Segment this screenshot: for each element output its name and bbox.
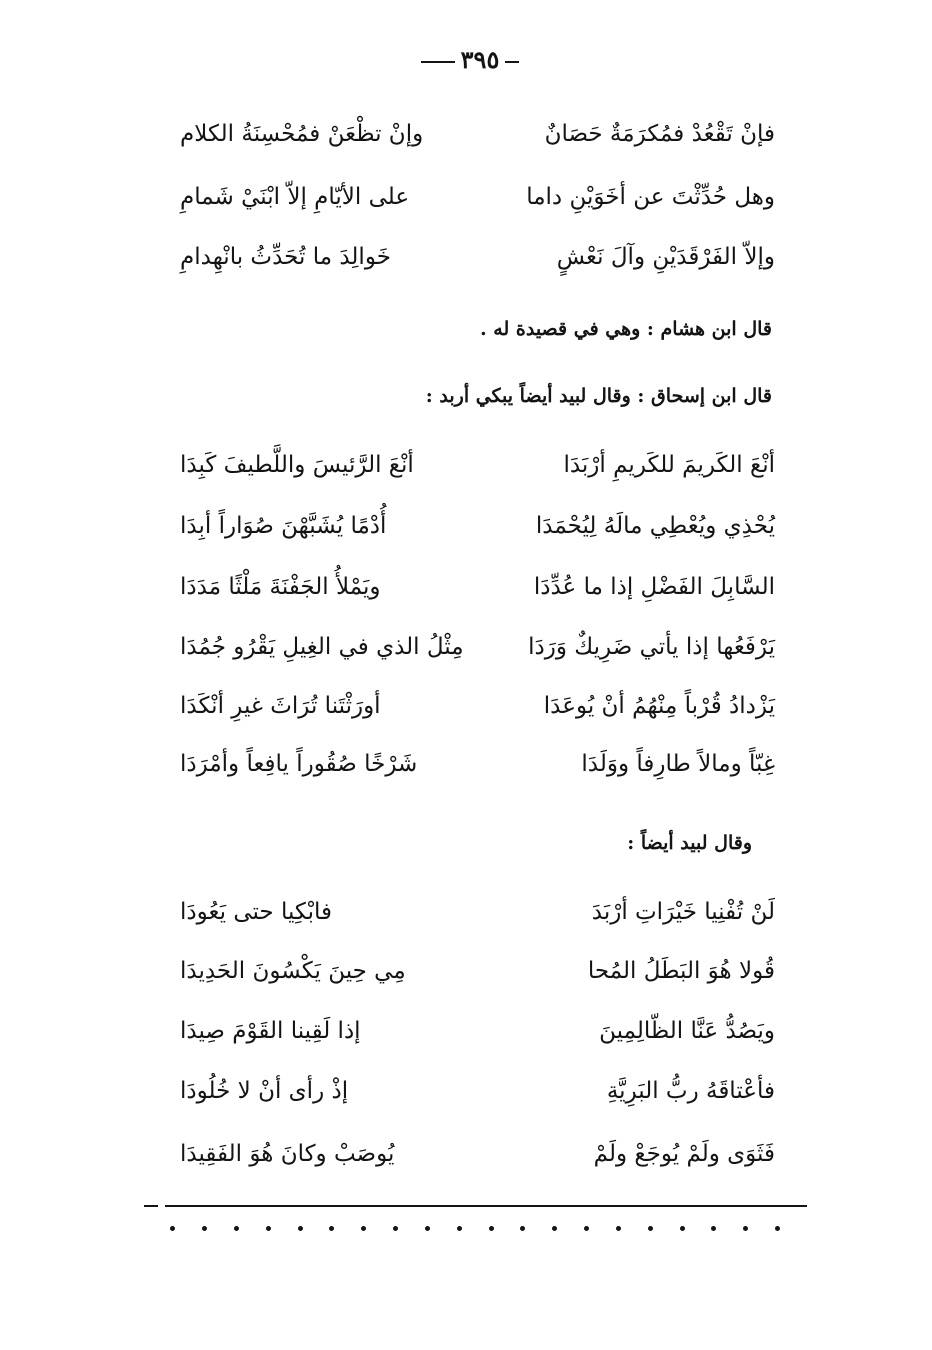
verse (180, 445, 775, 485)
footnote-dot-row (170, 1226, 780, 1231)
verse-second-hemistich: مِثْلُ الذي في الغِيلِ يَقْرُو جُمُدَا (180, 634, 464, 660)
ornament-dot (520, 1226, 525, 1231)
page-number-value: ٣٩٥ (460, 45, 500, 74)
verse-first-hemistich: وهل حُدِّثْتَ عن أخَوَيْنِ داما (526, 184, 775, 210)
verse-first-hemistich: غِبّاً ومالاً طارِفاً ووَلَدَا (581, 751, 775, 777)
verse-second-hemistich: وإنْ تظْعَنْ فمُحْسِنَةُ الكلام (180, 121, 424, 147)
verse (180, 114, 775, 154)
verse (180, 951, 775, 991)
verse-second-hemistich: يُوصَبْ وكانَ هُوَ الفَقِيدَا (180, 1141, 395, 1167)
page-number-dash-left (421, 61, 455, 63)
verse (180, 237, 775, 277)
verse-first-hemistich: يَرْفَعُها إذا يأتي ضَرِيكٌ وَرَدَا (528, 634, 775, 660)
footer-rule (165, 1205, 807, 1207)
verse (180, 567, 775, 607)
ornament-dot (361, 1226, 366, 1231)
ornament-dot (648, 1226, 653, 1231)
ornament-dot (457, 1226, 462, 1231)
ornament-dot (552, 1226, 557, 1231)
verse-second-hemistich: إذْ رأى أنْ لا خُلُودَا (180, 1078, 349, 1104)
page-number (400, 45, 540, 74)
footer-rule-stub (144, 1205, 158, 1207)
verse-first-hemistich: يَزْدادُ قُرْباً مِنْهُمُ أنْ يُوعَدَا (543, 693, 775, 719)
verse-second-hemistich: خَوالِدَ ما تُحَدِّثُ بانْهِدامِ (180, 244, 391, 270)
ornament-dot (489, 1226, 494, 1231)
verse-first-hemistich: فَثَوَى ولَمْ يُوجَعْ ولَمْ (593, 1141, 775, 1167)
ornament-dot (266, 1226, 271, 1231)
verse-first-hemistich: يُحْذِي ويُعْطِي مالَهُ لِيُحْمَدَا (535, 513, 775, 539)
verse-first-hemistich: وإلاّ الفَرْقَدَيْنِ وآلَ نَعْشٍ (556, 244, 775, 270)
ornament-dot (680, 1226, 685, 1231)
verse-first-hemistich: فإنْ تَقْعُدْ فمُكرَمَةٌ حَصَانٌ (544, 121, 775, 147)
ornament-dot (170, 1226, 175, 1231)
verse (180, 892, 775, 932)
verse-first-hemistich: فأعْتاقَهُ ربُّ البَرِيَّةِ (606, 1078, 775, 1104)
ornament-dot (711, 1226, 716, 1231)
verse-second-hemistich: أنْعَ الرَّئيسَ واللَّطيفَ كَبِدَا (180, 452, 414, 478)
page-number-dash-right (505, 61, 519, 63)
verse (180, 1071, 775, 1111)
ornament-dot (234, 1226, 239, 1231)
verse-second-hemistich: ويَمْلأُ الجَفْنَةَ مَلْثًا مَدَدَا (180, 574, 381, 600)
verse-second-hemistich: أورَثْتَنا تُرَاثَ غيرِ أنْكَدَا (180, 693, 381, 719)
section-intro-arbad-elegy: قال ابن إسحاق : وقال لبيد أيضاً يبكي أربد : (425, 385, 772, 407)
ornament-dot (425, 1226, 430, 1231)
ornament-dot (743, 1226, 748, 1231)
ornament-dot (393, 1226, 398, 1231)
ornament-dot (329, 1226, 334, 1231)
ibn-hisham-note: قال ابن هشام : وهي في قصيدة له . (480, 318, 772, 340)
ornament-dot (202, 1226, 207, 1231)
verse-first-hemistich: قُولا هُوَ البَطَلُ المُحا (587, 958, 775, 984)
verse-second-hemistich: على الأيّامِ إلاّ ابْنَيْ شَمامِ (180, 184, 410, 210)
verse-second-hemistich: إذا لَقِينا القَوْمَ صِيدَا (180, 1018, 361, 1044)
verse (180, 1134, 775, 1174)
verse (180, 177, 775, 217)
verse (180, 1011, 775, 1051)
verse-first-hemistich: السَّابِلَ الفَضْلِ إذا ما عُدِّدَا (533, 574, 775, 600)
verse (180, 506, 775, 546)
verse-first-hemistich: ويَصُدُّ عَنَّا الظّالِمِينَ (599, 1018, 775, 1044)
verse-first-hemistich: لَنْ تُفْنِيا خَيْرَاتِ أرْبَدَ (591, 899, 775, 925)
verse-second-hemistich: أُدْمًا يُشَبَّهْنَ صُوَاراً أبِدَا (180, 513, 387, 539)
verse (180, 744, 775, 784)
verse (180, 627, 775, 667)
verse (180, 686, 775, 726)
verse-second-hemistich: شَرْخًا صُقُوراً يافِعاً وأمْرَدَا (180, 751, 418, 777)
verse-second-hemistich: مِي حِينَ يَكْسُونَ الحَدِيدَا (180, 958, 406, 984)
section-intro-labid-poem: وقال لبيد أيضاً : (627, 832, 752, 854)
verse-second-hemistich: فابْكِيا حتى يَعُودَا (180, 899, 333, 925)
ornament-dot (584, 1226, 589, 1231)
verse-first-hemistich: أنْعَ الكَريمَ للكَريمِ أرْبَدَا (563, 452, 775, 478)
ornament-dot (775, 1226, 780, 1231)
ornament-dot (616, 1226, 621, 1231)
ornament-dot (298, 1226, 303, 1231)
